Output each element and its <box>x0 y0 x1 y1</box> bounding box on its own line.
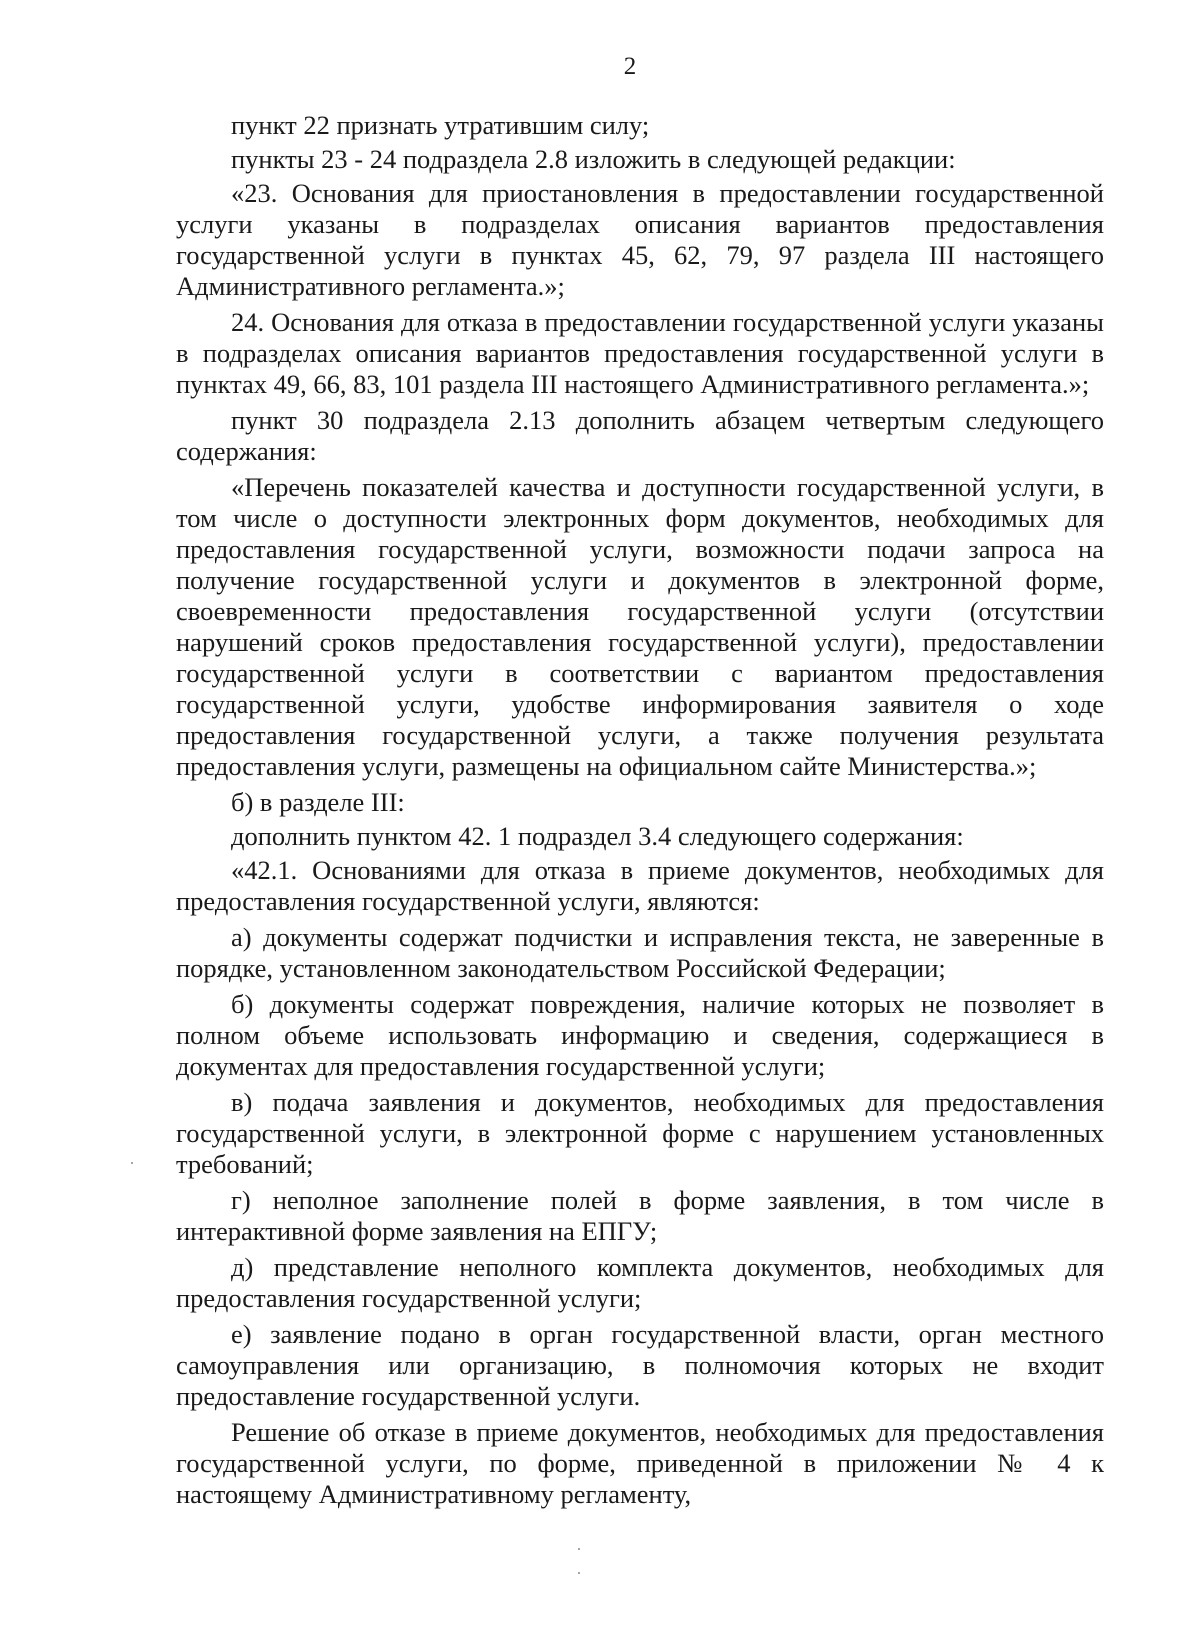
paragraph-3: «23. Основания для приостановления в предоставлении государственной услуги указаны в подразделах описания вариантов предоставления государственной услуги в пунктах 45, 62, 79, 97 раздела III настоящего Административного регламента.»; <box>176 178 1104 301</box>
paragraph-13: г) неполное заполнение полей в форме заявления, в том числе в интерактивной форме заявления на ЕПГУ; <box>176 1185 1104 1246</box>
paragraph-9: «42.1. Основаниями для отказа в приеме документов, необходимых для предоставления государственной услуги, являются: <box>176 855 1104 916</box>
document-body <box>176 110 1104 1515</box>
paragraph-11: б) документы содержат повреждения, наличие которых не позволяет в полном объеме использовать информацию и сведения, содержащиеся в документах для предоставления государственной услуги; <box>176 989 1104 1081</box>
paragraph-15: е) заявление подано в орган государственной власти, орган местного самоуправления или организацию, в полномочия которых не входит предоставление государственной услуги. <box>176 1319 1104 1411</box>
paragraph-16: Решение об отказе в приеме документов, необходимых для предоставления государственной услуги, по форме, приведенной в приложении № 4 к настоящему Административному регламенту, <box>176 1417 1104 1509</box>
paragraph-2: пункты 23 - 24 подраздела 2.8 изложить в следующей редакции: <box>231 144 956 174</box>
paragraph-1: пункт 22 признать утратившим силу; <box>231 110 650 140</box>
paragraph-8: дополнить пунктом 42. 1 подраздел 3.4 следующего содержания: <box>231 821 964 851</box>
scan-speck <box>578 1572 580 1574</box>
paragraph-5: пункт 30 подраздела 2.13 дополнить абзацем четвертым следующего содержания: <box>176 405 1104 466</box>
page-number: 2 <box>623 53 637 80</box>
paragraph-4: 24. Основания для отказа в предоставлении государственной услуги указаны в подразделах описания вариантов предоставления государственной услуги в пунктах 49, 66, 83, 101 раздела III настоящего Административного регламента.»; <box>176 307 1104 399</box>
scan-speck <box>131 1162 133 1164</box>
paragraph-6: «Перечень показателей качества и доступности государственной услуги, в том числе о доступности электронных форм документов, необходимых для предоставления государственной услуги, возможности подачи запроса на получение государственной услуги и документов в электронной форме, своевременности предоставления государственной услуги (отсутствии нарушений сроков предоставления государственной услуги), предоставлении государственной услуги в соответствии с вариантом предоставления государственной услуги, удобстве информирования заявителя о ходе предоставления государственной услуги, а также получения результата предоставления услуги, размещены на официальном сайте Министерства.»; <box>176 472 1104 781</box>
scan-speck <box>578 1548 580 1550</box>
paragraph-14: д) представление неполного комплекта документов, необходимых для предоставления государственной услуги; <box>176 1252 1104 1313</box>
paragraph-7: б) в разделе III: <box>231 787 405 817</box>
paragraph-10: а) документы содержат подчистки и исправления текста, не заверенные в порядке, установленном законодательством Российской Федерации; <box>176 922 1104 983</box>
paragraph-12: в) подача заявления и документов, необходимых для предоставления государственной услуги, в электронной форме с нарушением установленных требований; <box>176 1087 1104 1179</box>
